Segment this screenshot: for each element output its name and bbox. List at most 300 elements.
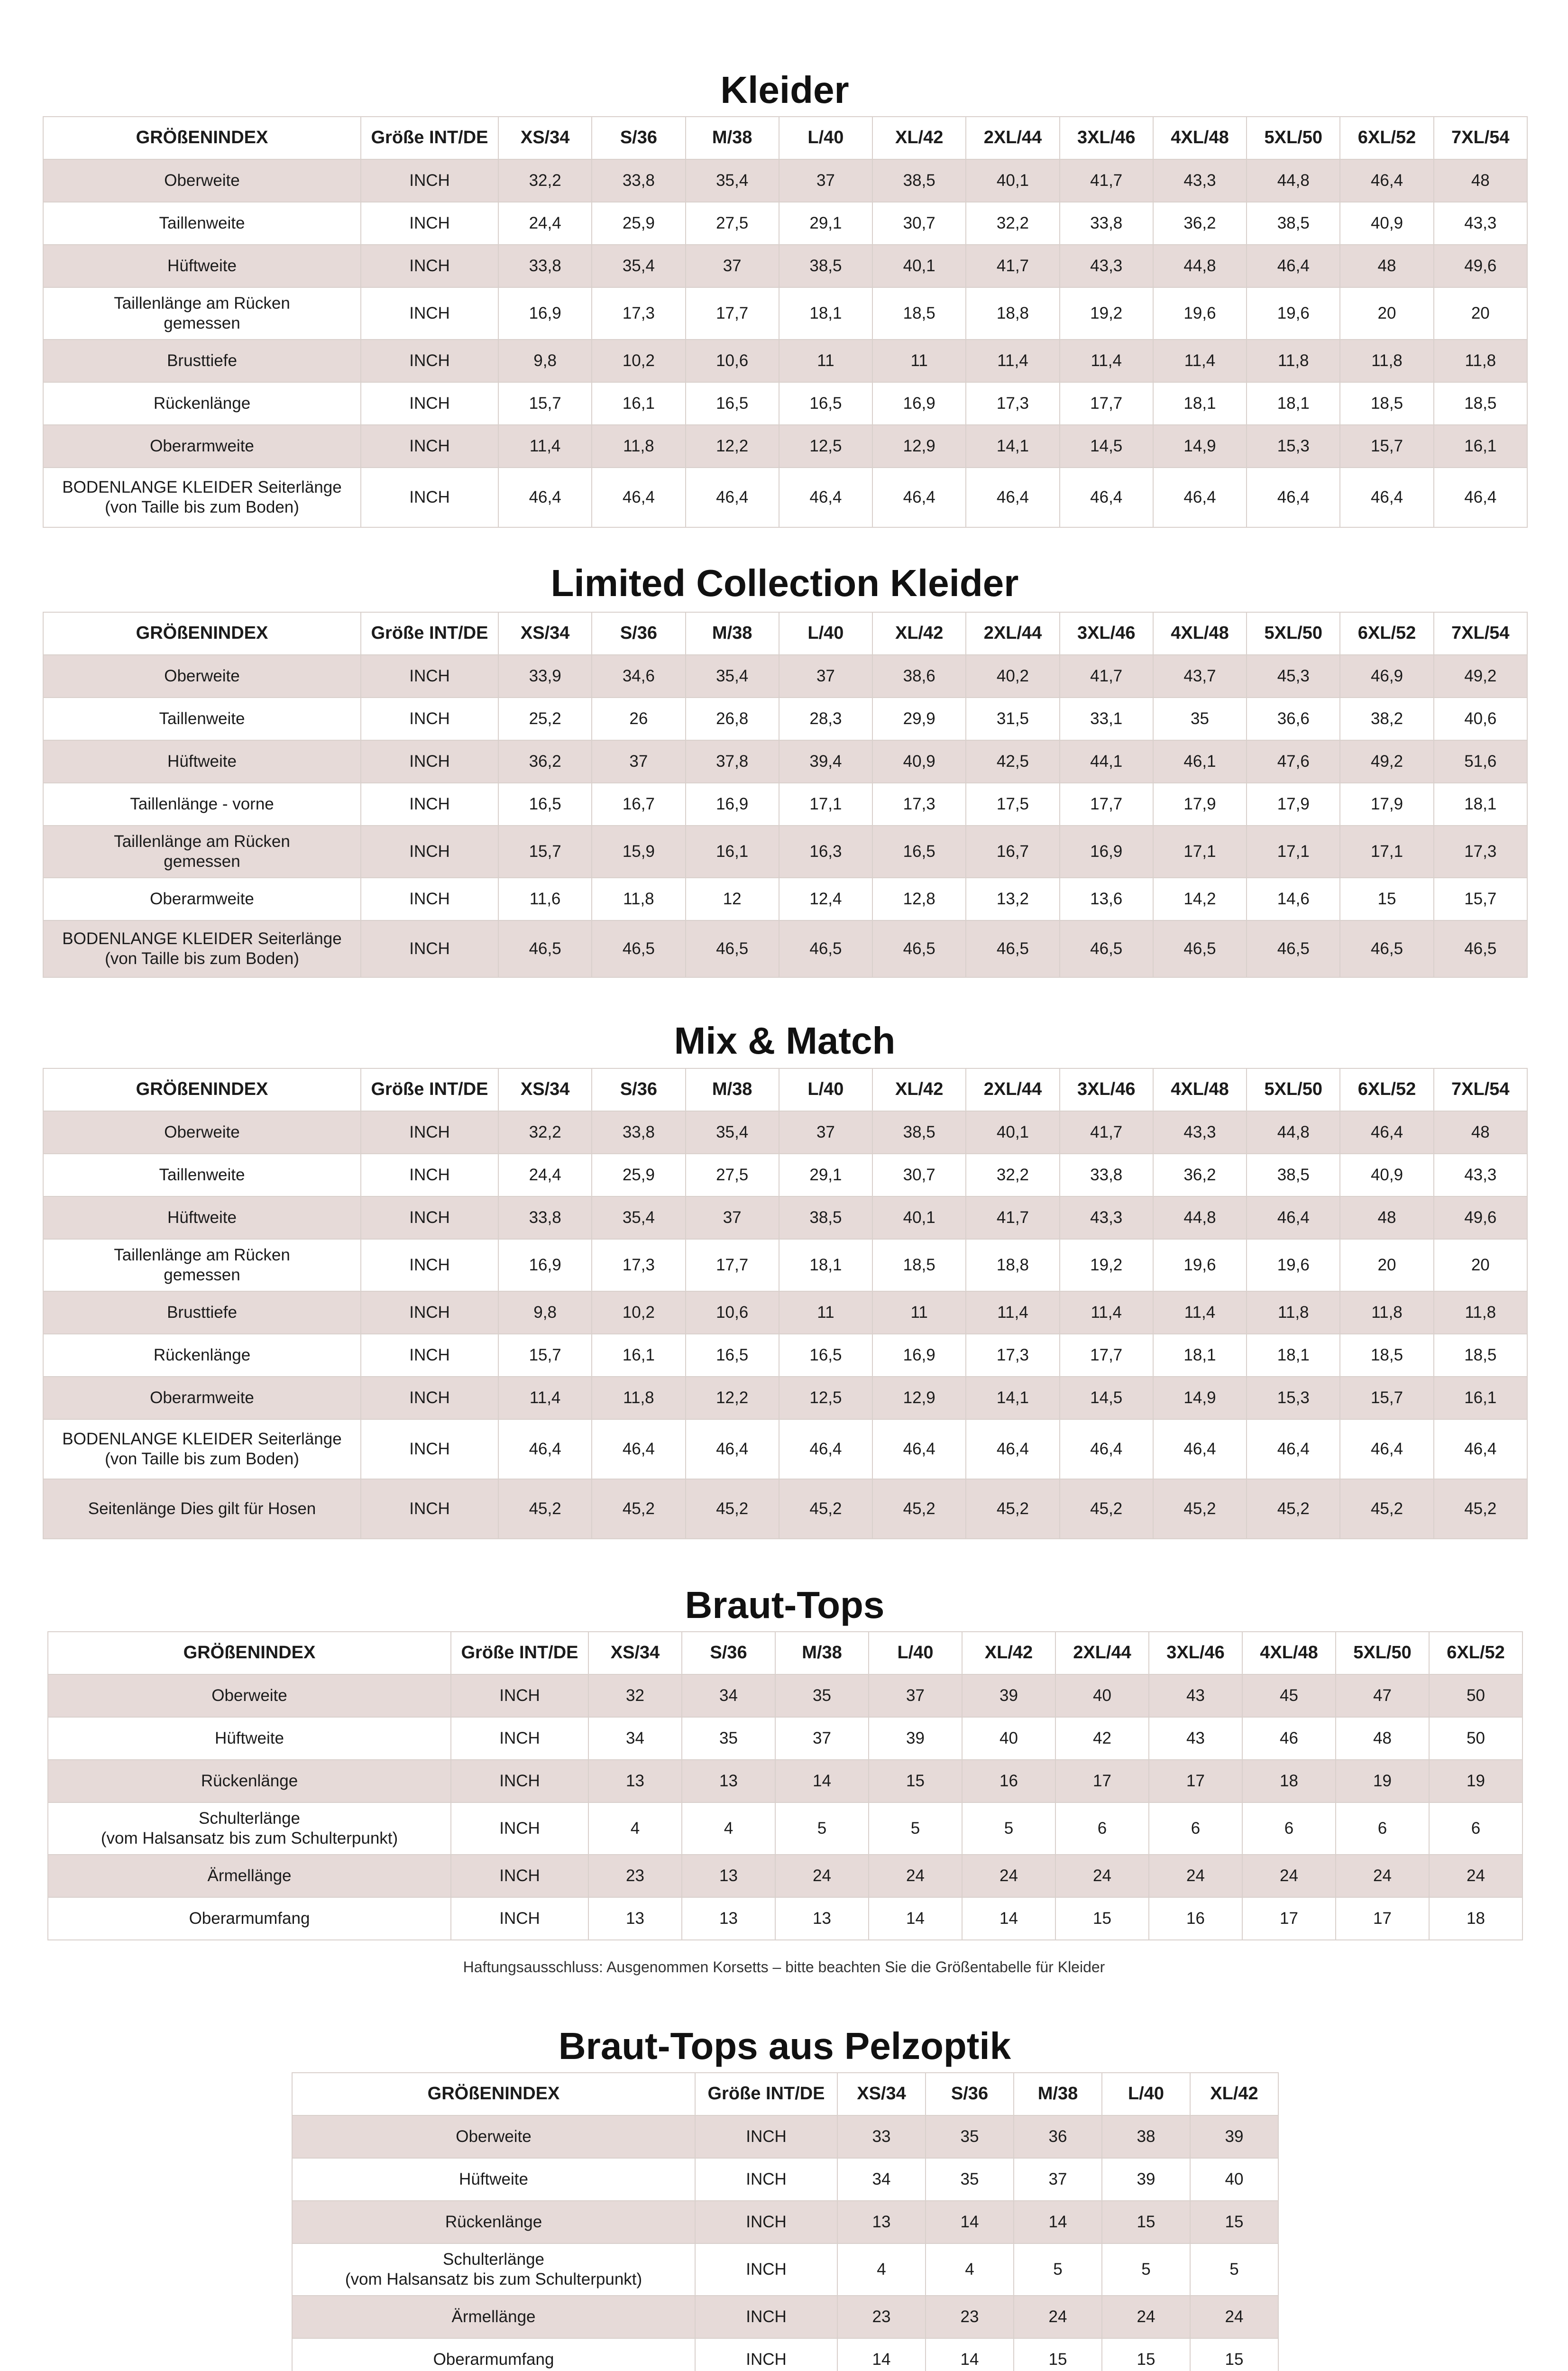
size-table — [43, 612, 1528, 978]
unit-cell: INCH — [451, 1802, 588, 1855]
size-value-cell: 11,4 — [1060, 340, 1153, 382]
size-value-cell: 33,8 — [1060, 202, 1153, 245]
measurement-label: Brusttiefe — [43, 1291, 361, 1334]
size-value-cell: 46,1 — [1153, 740, 1247, 783]
measurement-label: Oberarmweite — [43, 878, 361, 920]
column-header: M/38 — [686, 1068, 779, 1111]
size-value-cell: 35 — [775, 1674, 869, 1717]
size-value-cell: 40,1 — [872, 1196, 966, 1239]
table-row — [43, 1154, 1527, 1196]
size-value-cell: 11,8 — [1247, 1291, 1340, 1334]
size-value-cell: 20 — [1340, 287, 1433, 340]
size-value-cell: 18,5 — [1434, 1334, 1527, 1377]
table-row — [43, 783, 1527, 826]
column-header: L/40 — [869, 1632, 962, 1674]
size-value-cell: 48 — [1340, 245, 1433, 287]
table-row — [43, 1291, 1527, 1334]
size-value-cell: 18 — [1429, 1897, 1522, 1940]
size-value-cell: 25,2 — [498, 698, 592, 740]
size-value-cell: 46,4 — [1340, 1419, 1433, 1479]
size-table — [43, 116, 1528, 528]
unit-cell: INCH — [695, 2243, 837, 2296]
size-value-cell: 16,5 — [779, 382, 872, 425]
table-header-row — [48, 1632, 1522, 1674]
size-value-cell: 18,5 — [1434, 382, 1527, 425]
measurement-label: Oberweite — [43, 1111, 361, 1154]
size-value-cell: 33 — [837, 2115, 926, 2158]
size-value-cell: 24 — [1014, 2296, 1102, 2338]
size-value-cell: 15 — [1190, 2338, 1278, 2371]
column-header: M/38 — [686, 117, 779, 159]
size-value-cell: 44,8 — [1247, 1111, 1340, 1154]
size-value-cell: 12,8 — [872, 878, 966, 920]
column-header: XS/34 — [498, 1068, 592, 1111]
size-value-cell: 32,2 — [966, 1154, 1059, 1196]
size-table-section — [43, 1022, 1527, 1539]
size-value-cell: 43,3 — [1434, 202, 1527, 245]
size-value-cell: 43,3 — [1060, 1196, 1153, 1239]
size-value-cell: 12,5 — [779, 1377, 872, 1419]
size-value-cell: 15 — [1340, 878, 1433, 920]
size-value-cell: 4 — [682, 1802, 775, 1855]
size-value-cell: 41,7 — [966, 1196, 1059, 1239]
size-value-cell: 26,8 — [686, 698, 779, 740]
size-value-cell: 46 — [1242, 1717, 1336, 1760]
size-value-cell: 36,2 — [1153, 202, 1247, 245]
size-value-cell: 19,6 — [1247, 287, 1340, 340]
size-value-cell: 14,5 — [1060, 1377, 1153, 1419]
size-value-cell: 46,4 — [1060, 1419, 1153, 1479]
size-value-cell: 15,7 — [1340, 1377, 1433, 1419]
table-row — [43, 655, 1527, 698]
size-value-cell: 46,4 — [966, 468, 1059, 527]
size-value-cell: 17,7 — [1060, 382, 1153, 425]
size-value-cell: 46,5 — [872, 920, 966, 977]
column-header: 6XL/52 — [1340, 612, 1433, 655]
table-row — [48, 1717, 1522, 1760]
size-value-cell: 42 — [1055, 1717, 1149, 1760]
size-value-cell: 24 — [775, 1855, 869, 1897]
measurement-label: Hüftweite — [48, 1717, 451, 1760]
size-value-cell: 15,9 — [592, 826, 685, 878]
column-header: 6XL/52 — [1429, 1632, 1522, 1674]
size-value-cell: 5 — [1014, 2243, 1102, 2296]
table-row — [48, 1760, 1522, 1802]
size-value-cell: 41,7 — [1060, 159, 1153, 202]
size-value-cell: 11 — [872, 1291, 966, 1334]
size-value-cell: 17,3 — [966, 382, 1059, 425]
size-value-cell: 24 — [1242, 1855, 1336, 1897]
size-value-cell: 24 — [1149, 1855, 1242, 1897]
measurement-label: Taillenlänge am Rücken gemessen — [43, 287, 361, 340]
measurement-label: BODENLANGE KLEIDER Seiterlänge (von Taille bis zum Boden) — [43, 1419, 361, 1479]
column-header: Größe INT/DE — [361, 1068, 498, 1111]
unit-cell: INCH — [451, 1674, 588, 1717]
measurement-label: Rückenlänge — [43, 382, 361, 425]
size-value-cell: 46,4 — [592, 468, 685, 527]
table-row — [43, 382, 1527, 425]
size-value-cell: 24 — [1429, 1855, 1522, 1897]
size-value-cell: 11,8 — [592, 1377, 685, 1419]
unit-cell: INCH — [361, 202, 498, 245]
size-value-cell: 11,4 — [498, 1377, 592, 1419]
measurement-label: Oberarmumfang — [292, 2338, 695, 2371]
size-value-cell: 40 — [962, 1717, 1055, 1760]
size-value-cell: 17,1 — [1153, 826, 1247, 878]
column-header: 2XL/44 — [966, 612, 1059, 655]
size-value-cell: 36,2 — [498, 740, 592, 783]
column-header: XS/34 — [588, 1632, 682, 1674]
table-row — [43, 1196, 1527, 1239]
size-value-cell: 24 — [869, 1855, 962, 1897]
size-value-cell: 27,5 — [686, 1154, 779, 1196]
size-value-cell: 17,3 — [966, 1334, 1059, 1377]
size-value-cell: 16,5 — [779, 1334, 872, 1377]
size-value-cell: 18,5 — [1340, 1334, 1433, 1377]
size-value-cell: 39 — [962, 1674, 1055, 1717]
size-value-cell: 11 — [779, 1291, 872, 1334]
column-header: S/36 — [592, 117, 685, 159]
size-value-cell: 48 — [1434, 159, 1527, 202]
column-header: 3XL/46 — [1149, 1632, 1242, 1674]
table-row — [43, 1377, 1527, 1419]
column-header: S/36 — [592, 612, 685, 655]
size-value-cell: 38,5 — [1247, 202, 1340, 245]
size-value-cell: 43,3 — [1153, 1111, 1247, 1154]
table-row — [292, 2201, 1278, 2243]
size-value-cell: 39 — [1102, 2158, 1190, 2201]
measurement-label: Taillenlänge - vorne — [43, 783, 361, 826]
size-value-cell: 11,4 — [1153, 340, 1247, 382]
size-value-cell: 46,4 — [498, 1419, 592, 1479]
size-value-cell: 19,2 — [1060, 287, 1153, 340]
size-value-cell: 45,2 — [686, 1479, 779, 1539]
size-value-cell: 46,5 — [1153, 920, 1247, 977]
size-value-cell: 17 — [1242, 1897, 1336, 1940]
table-row — [48, 1855, 1522, 1897]
size-value-cell: 14 — [926, 2201, 1014, 2243]
size-value-cell: 45,2 — [1060, 1479, 1153, 1539]
measurement-label: Rückenlänge — [48, 1760, 451, 1802]
column-header: 5XL/50 — [1247, 117, 1340, 159]
size-value-cell: 44,8 — [1153, 1196, 1247, 1239]
size-value-cell: 16,1 — [592, 1334, 685, 1377]
size-value-cell: 5 — [869, 1802, 962, 1855]
size-value-cell: 15,7 — [498, 826, 592, 878]
size-value-cell: 32,2 — [498, 1111, 592, 1154]
size-value-cell: 49,6 — [1434, 1196, 1527, 1239]
size-value-cell: 18,1 — [1247, 382, 1340, 425]
size-value-cell: 15,7 — [498, 1334, 592, 1377]
column-header: 6XL/52 — [1340, 1068, 1433, 1111]
column-header: Größe INT/DE — [361, 117, 498, 159]
size-value-cell: 45,2 — [1340, 1479, 1433, 1539]
size-table-section — [43, 71, 1527, 528]
measurement-label: Oberweite — [48, 1674, 451, 1717]
size-value-cell: 14,1 — [966, 1377, 1059, 1419]
unit-cell: INCH — [361, 920, 498, 977]
size-value-cell: 14,5 — [1060, 425, 1153, 468]
column-header: GRÖßENINDEX — [292, 2073, 695, 2115]
table-row — [43, 1479, 1527, 1539]
table-title: Limited Collection Kleider — [550, 562, 1019, 604]
table-row — [48, 1802, 1522, 1855]
size-value-cell: 45,2 — [1434, 1479, 1527, 1539]
size-value-cell: 37 — [869, 1674, 962, 1717]
size-value-cell: 46,4 — [592, 1419, 685, 1479]
size-value-cell: 31,5 — [966, 698, 1059, 740]
unit-cell: INCH — [361, 425, 498, 468]
size-value-cell: 46,5 — [1060, 920, 1153, 977]
size-value-cell: 37 — [686, 1196, 779, 1239]
table-row — [43, 740, 1527, 783]
measurement-label: Brusttiefe — [43, 340, 361, 382]
size-value-cell: 32,2 — [498, 159, 592, 202]
size-table-section — [43, 564, 1527, 978]
size-value-cell: 18,5 — [1340, 382, 1433, 425]
size-value-cell: 13 — [682, 1855, 775, 1897]
size-value-cell: 44,8 — [1153, 245, 1247, 287]
size-value-cell: 43,3 — [1153, 159, 1247, 202]
size-value-cell: 48 — [1340, 1196, 1433, 1239]
unit-cell: INCH — [361, 1196, 498, 1239]
unit-cell: INCH — [361, 1291, 498, 1334]
size-value-cell: 46,5 — [592, 920, 685, 977]
size-value-cell: 19 — [1429, 1760, 1522, 1802]
measurement-label: Rückenlänge — [292, 2201, 695, 2243]
size-value-cell: 43,7 — [1153, 655, 1247, 698]
size-value-cell: 16 — [1149, 1897, 1242, 1940]
measurement-label: Hüftweite — [43, 740, 361, 783]
size-value-cell: 15 — [1014, 2338, 1102, 2371]
size-value-cell: 46,4 — [1153, 1419, 1247, 1479]
size-value-cell: 24 — [1336, 1855, 1429, 1897]
measurement-label: BODENLANGE KLEIDER Seiterlänge (von Taille bis zum Boden) — [43, 468, 361, 527]
column-header: XS/34 — [498, 117, 592, 159]
size-value-cell: 11,4 — [966, 1291, 1059, 1334]
size-value-cell: 11,8 — [1434, 340, 1527, 382]
size-value-cell: 35 — [682, 1717, 775, 1760]
size-value-cell: 37 — [779, 159, 872, 202]
size-value-cell: 18,1 — [1434, 783, 1527, 826]
size-value-cell: 37 — [779, 1111, 872, 1154]
unit-cell: INCH — [695, 2296, 837, 2338]
size-value-cell: 12,5 — [779, 425, 872, 468]
size-value-cell: 46,5 — [1340, 920, 1433, 977]
unit-cell: INCH — [361, 1111, 498, 1154]
size-value-cell: 23 — [837, 2296, 926, 2338]
size-value-cell: 46,4 — [1247, 1196, 1340, 1239]
size-value-cell: 12,9 — [872, 1377, 966, 1419]
size-value-cell: 15 — [869, 1760, 962, 1802]
table-row — [43, 340, 1527, 382]
size-value-cell: 16,1 — [1434, 1377, 1527, 1419]
unit-cell: INCH — [361, 1154, 498, 1196]
size-value-cell: 33,8 — [1060, 1154, 1153, 1196]
size-value-cell: 46,5 — [1247, 920, 1340, 977]
measurement-label: Oberarmweite — [43, 1377, 361, 1419]
size-value-cell: 15 — [1102, 2338, 1190, 2371]
size-value-cell: 35,4 — [592, 245, 685, 287]
table-row — [43, 159, 1527, 202]
unit-cell: INCH — [361, 655, 498, 698]
size-value-cell: 11 — [872, 340, 966, 382]
size-value-cell: 47 — [1336, 1674, 1429, 1717]
column-header: GRÖßENINDEX — [43, 117, 361, 159]
unit-cell: INCH — [361, 878, 498, 920]
size-value-cell: 33,9 — [498, 655, 592, 698]
size-value-cell: 24 — [1190, 2296, 1278, 2338]
size-value-cell: 46,5 — [498, 920, 592, 977]
size-value-cell: 47,6 — [1247, 740, 1340, 783]
size-value-cell: 16,7 — [966, 826, 1059, 878]
size-value-cell: 15,7 — [1340, 425, 1433, 468]
table-row — [43, 425, 1527, 468]
size-value-cell: 19 — [1336, 1760, 1429, 1802]
size-value-cell: 25,9 — [592, 202, 685, 245]
column-header: Größe INT/DE — [361, 612, 498, 655]
column-header: Größe INT/DE — [451, 1632, 588, 1674]
size-value-cell: 16,1 — [592, 382, 685, 425]
size-value-cell: 46,4 — [1247, 1419, 1340, 1479]
size-value-cell: 17 — [1055, 1760, 1149, 1802]
table-row — [43, 878, 1527, 920]
size-value-cell: 14,6 — [1247, 878, 1340, 920]
size-table-section — [292, 2027, 1278, 2371]
size-value-cell: 12,9 — [872, 425, 966, 468]
measurement-label: Seitenlänge Dies gilt für Hosen — [43, 1479, 361, 1539]
column-header: M/38 — [1014, 2073, 1102, 2115]
size-value-cell: 40 — [1190, 2158, 1278, 2201]
size-value-cell: 45,2 — [966, 1479, 1059, 1539]
unit-cell: INCH — [695, 2338, 837, 2371]
size-value-cell: 38,5 — [1247, 1154, 1340, 1196]
unit-cell: INCH — [361, 1479, 498, 1539]
size-value-cell: 24,4 — [498, 1154, 592, 1196]
size-value-cell: 5 — [1102, 2243, 1190, 2296]
column-header: XL/42 — [872, 117, 966, 159]
size-value-cell: 11,8 — [592, 425, 685, 468]
size-value-cell: 45,2 — [592, 1479, 685, 1539]
size-table — [292, 2072, 1279, 2371]
unit-cell: INCH — [361, 468, 498, 527]
size-value-cell: 24 — [1055, 1855, 1149, 1897]
size-value-cell: 37 — [779, 655, 872, 698]
size-value-cell: 10,2 — [592, 340, 685, 382]
size-value-cell: 34 — [837, 2158, 926, 2201]
size-value-cell: 46,4 — [779, 468, 872, 527]
column-header: L/40 — [779, 117, 872, 159]
size-value-cell: 46,4 — [1340, 468, 1433, 527]
size-value-cell: 19,6 — [1153, 1239, 1247, 1291]
column-header: 7XL/54 — [1434, 117, 1527, 159]
size-value-cell: 14,9 — [1153, 425, 1247, 468]
size-value-cell: 37 — [775, 1717, 869, 1760]
size-value-cell: 17,7 — [686, 287, 779, 340]
column-header: 6XL/52 — [1340, 117, 1433, 159]
column-header: 3XL/46 — [1060, 1068, 1153, 1111]
size-value-cell: 5 — [775, 1802, 869, 1855]
size-value-cell: 20 — [1434, 1239, 1527, 1291]
size-value-cell: 46,4 — [872, 468, 966, 527]
size-value-cell: 46,5 — [1434, 920, 1527, 977]
size-value-cell: 6 — [1429, 1802, 1522, 1855]
column-header: L/40 — [1102, 2073, 1190, 2115]
size-value-cell: 23 — [926, 2296, 1014, 2338]
table-header-row — [43, 1068, 1527, 1111]
size-value-cell: 6 — [1055, 1802, 1149, 1855]
measurement-label: Oberweite — [43, 159, 361, 202]
size-value-cell: 41,7 — [1060, 655, 1153, 698]
size-value-cell: 46,4 — [686, 468, 779, 527]
size-value-cell: 37 — [686, 245, 779, 287]
measurement-label: Ärmellänge — [292, 2296, 695, 2338]
size-value-cell: 16,9 — [872, 1334, 966, 1377]
size-value-cell: 19,6 — [1153, 287, 1247, 340]
size-value-cell: 13 — [682, 1760, 775, 1802]
unit-cell: INCH — [361, 1334, 498, 1377]
size-table — [43, 1068, 1528, 1539]
size-value-cell: 27,5 — [686, 202, 779, 245]
size-value-cell: 11,6 — [498, 878, 592, 920]
size-value-cell: 35 — [1153, 698, 1247, 740]
size-value-cell: 17,7 — [686, 1239, 779, 1291]
unit-cell: INCH — [451, 1760, 588, 1802]
size-value-cell: 15,3 — [1247, 1377, 1340, 1419]
size-value-cell: 10,2 — [592, 1291, 685, 1334]
disclaimer-note: Haftungsausschluss: Ausgenommen Korsetts – bitte beachten Sie die Größentabelle für Kleider — [463, 1958, 1105, 1976]
measurement-label: Hüftweite — [43, 245, 361, 287]
unit-cell: INCH — [451, 1897, 588, 1940]
size-value-cell: 33,8 — [498, 1196, 592, 1239]
size-value-cell: 48 — [1434, 1111, 1527, 1154]
size-value-cell: 17,3 — [592, 287, 685, 340]
size-value-cell: 6 — [1242, 1802, 1336, 1855]
size-value-cell: 17,3 — [592, 1239, 685, 1291]
size-value-cell: 13 — [682, 1897, 775, 1940]
size-value-cell: 35 — [926, 2158, 1014, 2201]
size-value-cell: 13 — [588, 1897, 682, 1940]
size-value-cell: 17,1 — [779, 783, 872, 826]
size-value-cell: 45,2 — [872, 1479, 966, 1539]
unit-cell: INCH — [361, 245, 498, 287]
size-value-cell: 33,8 — [592, 159, 685, 202]
size-value-cell: 40,1 — [872, 245, 966, 287]
size-value-cell: 14 — [775, 1760, 869, 1802]
column-header: 2XL/44 — [966, 117, 1059, 159]
size-value-cell: 13 — [837, 2201, 926, 2243]
column-header: GRÖßENINDEX — [43, 1068, 361, 1111]
size-value-cell: 20 — [1340, 1239, 1433, 1291]
size-value-cell: 43,3 — [1060, 245, 1153, 287]
size-value-cell: 32 — [588, 1674, 682, 1717]
column-header: GRÖßENINDEX — [48, 1632, 451, 1674]
size-value-cell: 11,4 — [498, 425, 592, 468]
size-value-cell: 34 — [682, 1674, 775, 1717]
size-value-cell: 20 — [1434, 287, 1527, 340]
size-table-section — [47, 1586, 1522, 1940]
size-value-cell: 12,2 — [686, 1377, 779, 1419]
column-header: M/38 — [775, 1632, 869, 1674]
size-value-cell: 12,4 — [779, 878, 872, 920]
table-title: Kleider — [720, 69, 849, 111]
measurement-label: Schulterlänge (vom Halsansatz bis zum Schulterpunkt) — [48, 1802, 451, 1855]
size-value-cell: 30,7 — [872, 1154, 966, 1196]
size-value-cell: 46,4 — [1434, 1419, 1527, 1479]
column-header: 3XL/46 — [1060, 612, 1153, 655]
size-value-cell: 29,1 — [779, 1154, 872, 1196]
size-value-cell: 14,9 — [1153, 1377, 1247, 1419]
